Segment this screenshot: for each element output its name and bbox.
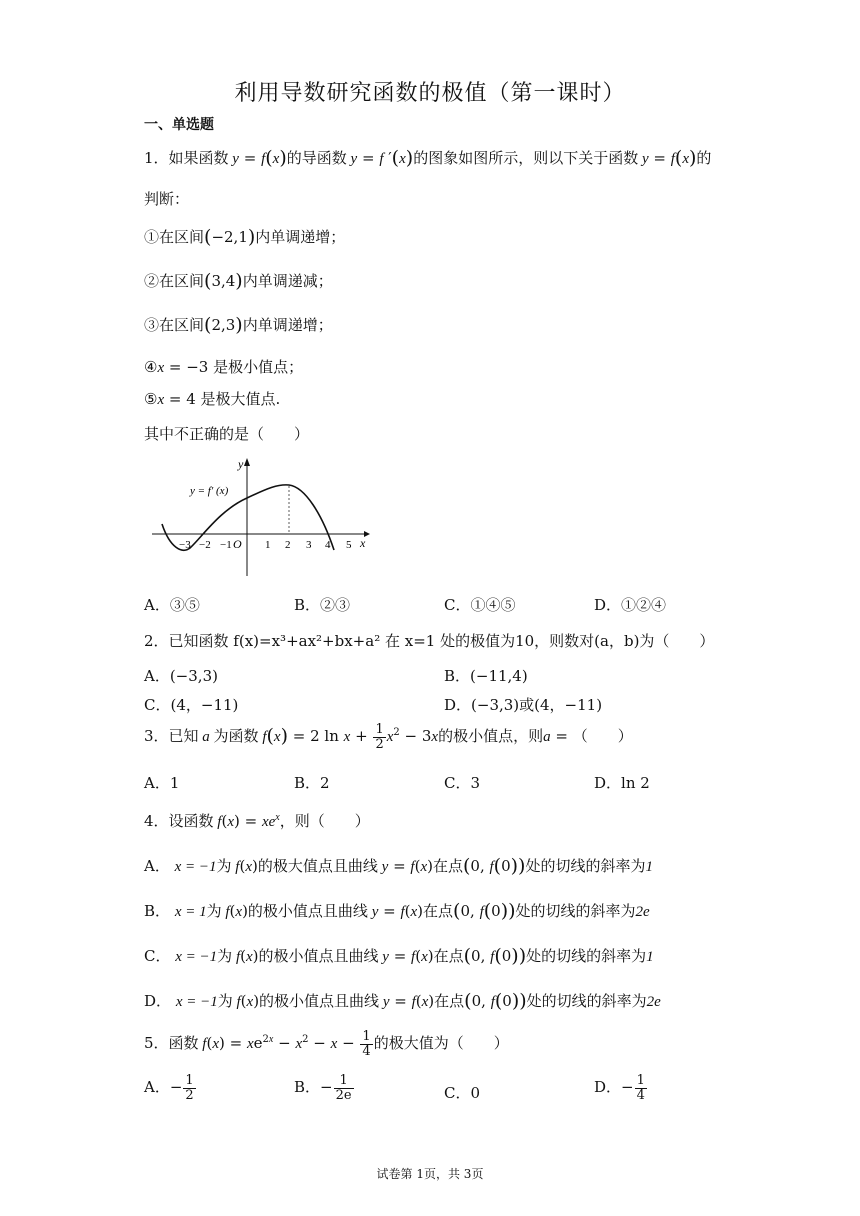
q1-option-c[interactable]: C．①④⑤ bbox=[444, 596, 516, 614]
q4-stem: 4．设函数 $f(x) = xe^x$，则（ ） bbox=[144, 812, 370, 830]
y-axis-label: y bbox=[238, 457, 244, 471]
tick-label: −1 bbox=[220, 539, 232, 551]
option-text: 处的切线的斜率为 bbox=[515, 902, 636, 920]
tick-label: −2 bbox=[199, 539, 211, 551]
option-text: 为 bbox=[216, 857, 232, 875]
option-text: 的极小值点且曲线 bbox=[259, 992, 380, 1010]
option-letter: B． bbox=[294, 1078, 321, 1097]
q5-option-a[interactable]: A．− $\frac{1}{2}$ bbox=[144, 1073, 194, 1103]
option-slope: 1 bbox=[645, 859, 653, 875]
q1-stem-text: 的导函数 bbox=[286, 149, 347, 167]
q3-stem-text: 为函数 bbox=[213, 727, 259, 746]
option-text: 在点 bbox=[433, 947, 464, 965]
tick-label: 4 bbox=[325, 539, 331, 551]
option-text: 为 bbox=[217, 947, 233, 965]
q1-option-a[interactable]: A．③⑤ bbox=[144, 596, 200, 614]
option-text: 的极小值点且曲线 bbox=[247, 902, 368, 920]
tick-label: 5 bbox=[346, 539, 352, 551]
q1-stem-text: 1．如果函数 bbox=[144, 149, 229, 167]
option-text: 处的切线的斜率为 bbox=[526, 992, 647, 1010]
q4-option-b[interactable]: B． x = 1为 f(x)的极小值点且曲线 y = f(x)在点(0, f(0))处的切线的斜率为2e bbox=[144, 900, 650, 922]
q3-stem-text: 3．已知 bbox=[144, 727, 199, 746]
option-text: 处的切线的斜率为 bbox=[525, 857, 646, 875]
option-letter: D． bbox=[594, 1078, 622, 1097]
q2-option-d[interactable]: D．(−3,3)或(4，−11) bbox=[444, 696, 603, 714]
q4-option-a[interactable]: A． x = −1为 f(x)的极大值点且曲线 y = f(x)在点(0, f(0))处的切线的斜率为1 bbox=[144, 855, 653, 877]
statement-text: ②在区间 bbox=[144, 272, 205, 290]
option-text: 在点 bbox=[432, 857, 463, 875]
option-slope: 2e bbox=[646, 994, 661, 1010]
option-x-value: x = −1 bbox=[174, 859, 217, 875]
option-slope: 1 bbox=[646, 949, 654, 965]
q1-question: 其中不正确的是（ ） bbox=[144, 425, 310, 443]
option-letter: A． bbox=[144, 1078, 170, 1097]
statement-text: ③在区间 bbox=[144, 316, 205, 334]
statement-text: ⑤ bbox=[144, 390, 158, 408]
statement-text: 是极小值点； bbox=[213, 358, 304, 376]
q3-stem: 3．已知 a 为函数 f(x) = 2 ln x + $\frac{1}{2}$ $x^2 - 3x$的极小值点，则a = （ ） bbox=[144, 722, 633, 752]
option-letter: D． bbox=[144, 992, 172, 1010]
tick-label: 2 bbox=[285, 539, 291, 551]
q5-stem-text: 5．函数 bbox=[144, 1034, 199, 1053]
q3-option-d[interactable]: D．ln 2 bbox=[594, 774, 650, 792]
q2-stem: 2．已知函数 f(x)=x³+ax²+bx+a² 在 x=1 处的极值为10，则数对(a，b)为（ ） bbox=[144, 632, 715, 650]
q5-option-c[interactable]: C．0 bbox=[444, 1084, 481, 1102]
option-text: 的极小值点且曲线 bbox=[258, 947, 379, 965]
q4-stem-text: 4．设函数 bbox=[144, 812, 214, 830]
derivative-graph bbox=[150, 452, 380, 582]
curve-label: y = f′ (x) bbox=[190, 485, 229, 497]
q1-stem: 1．如果函数 y = f(x)的导函数 y = f ′(x)的图象如图所示，则以下关于函数 y = f(x)的 bbox=[144, 147, 712, 169]
x-axis-label: x bbox=[360, 536, 366, 550]
statement-text: ①在区间 bbox=[144, 228, 205, 246]
option-text: 的极大值点且曲线 bbox=[257, 857, 378, 875]
option-x-value: x = −1 bbox=[175, 994, 218, 1010]
q2-option-c[interactable]: C．(4，−11) bbox=[144, 696, 239, 714]
q3-stem-text: （ ） bbox=[572, 727, 633, 746]
q1-stem-text: 的 bbox=[696, 149, 712, 167]
option-slope: 2e bbox=[635, 904, 650, 920]
option-text: 在点 bbox=[423, 902, 454, 920]
option-letter: B． bbox=[144, 902, 171, 920]
tick-label: 3 bbox=[306, 539, 312, 551]
q3-option-b[interactable]: B．2 bbox=[294, 774, 330, 792]
q2-option-a[interactable]: A．(−3,3) bbox=[144, 667, 218, 685]
q1-stem-text: 的图象如图所示，则以下关于函数 bbox=[413, 149, 639, 167]
option-letter: A． bbox=[144, 857, 170, 875]
q5-stem: 5．函数 $f(x) = xe^{2x} - x^2 - x$ − $\frac{1}{4}$ 的极大值为（ ） bbox=[144, 1029, 509, 1059]
q1-statement-1: ①在区间(−2,1)内单调递增； bbox=[144, 226, 346, 248]
page-footer: 试卷第 1页，共 3页 bbox=[376, 1167, 484, 1181]
section-heading: 一、单选题 bbox=[144, 117, 214, 133]
option-letter: C． bbox=[144, 947, 171, 965]
q3-option-c[interactable]: C．3 bbox=[444, 774, 481, 792]
q1-statement-3: ③在区间(2,3)内单调递增； bbox=[144, 314, 333, 336]
option-text: 在点 bbox=[434, 992, 465, 1010]
y-axis-arrow bbox=[244, 458, 250, 466]
statement-text: ④ bbox=[144, 358, 158, 376]
q5-option-b[interactable]: B．− $\frac{1}{2e}$ bbox=[294, 1073, 352, 1103]
option-x-value: x = −1 bbox=[175, 949, 218, 965]
option-x-value: x = 1 bbox=[174, 904, 207, 920]
q1-option-d[interactable]: D．①②④ bbox=[594, 596, 667, 614]
statement-text: 内单调递增； bbox=[255, 228, 346, 246]
statement-text: 内单调递减； bbox=[242, 272, 333, 290]
q3-stem-text: 的极小值点，则 bbox=[438, 727, 544, 746]
option-text: 为 bbox=[206, 902, 222, 920]
page-title: 利用导数研究函数的极值（第一课时） bbox=[234, 81, 626, 106]
tick-label: 1 bbox=[265, 539, 271, 551]
q4-stem-text: ，则（ ） bbox=[279, 812, 370, 830]
q1-statement-4: ④x = −3 是极小值点； bbox=[144, 358, 304, 376]
q3-option-a[interactable]: A．1 bbox=[144, 774, 180, 792]
option-text: 处的切线的斜率为 bbox=[526, 947, 647, 965]
tick-label: −3 bbox=[179, 539, 191, 551]
q4-option-c[interactable]: C． x = −1为 f(x)的极小值点且曲线 y = f(x)在点(0, f(0))处的切线的斜率为1 bbox=[144, 945, 654, 967]
origin-label: O bbox=[233, 537, 242, 551]
statement-text: 是极大值点. bbox=[200, 390, 281, 408]
q5-option-d[interactable]: D．− $\frac{1}{4}$ bbox=[594, 1073, 645, 1103]
q2-option-b[interactable]: B．(−11,4) bbox=[444, 667, 528, 685]
option-text: 为 bbox=[217, 992, 233, 1010]
q1-stem-cont: 判断： bbox=[144, 190, 190, 208]
q4-option-d[interactable]: D． x = −1为 f(x)的极小值点且曲线 y = f(x)在点(0, f(0))处的切线的斜率为2e bbox=[144, 990, 661, 1012]
statement-text: 内单调递增； bbox=[242, 316, 333, 334]
q1-option-b[interactable]: B．②③ bbox=[294, 596, 351, 614]
q1-statement-5: ⑤x = 4 是极大值点. bbox=[144, 390, 281, 408]
q5-stem-text: 的极大值为（ ） bbox=[373, 1034, 509, 1053]
q1-statement-2: ②在区间(3,4)内单调递减； bbox=[144, 270, 333, 292]
